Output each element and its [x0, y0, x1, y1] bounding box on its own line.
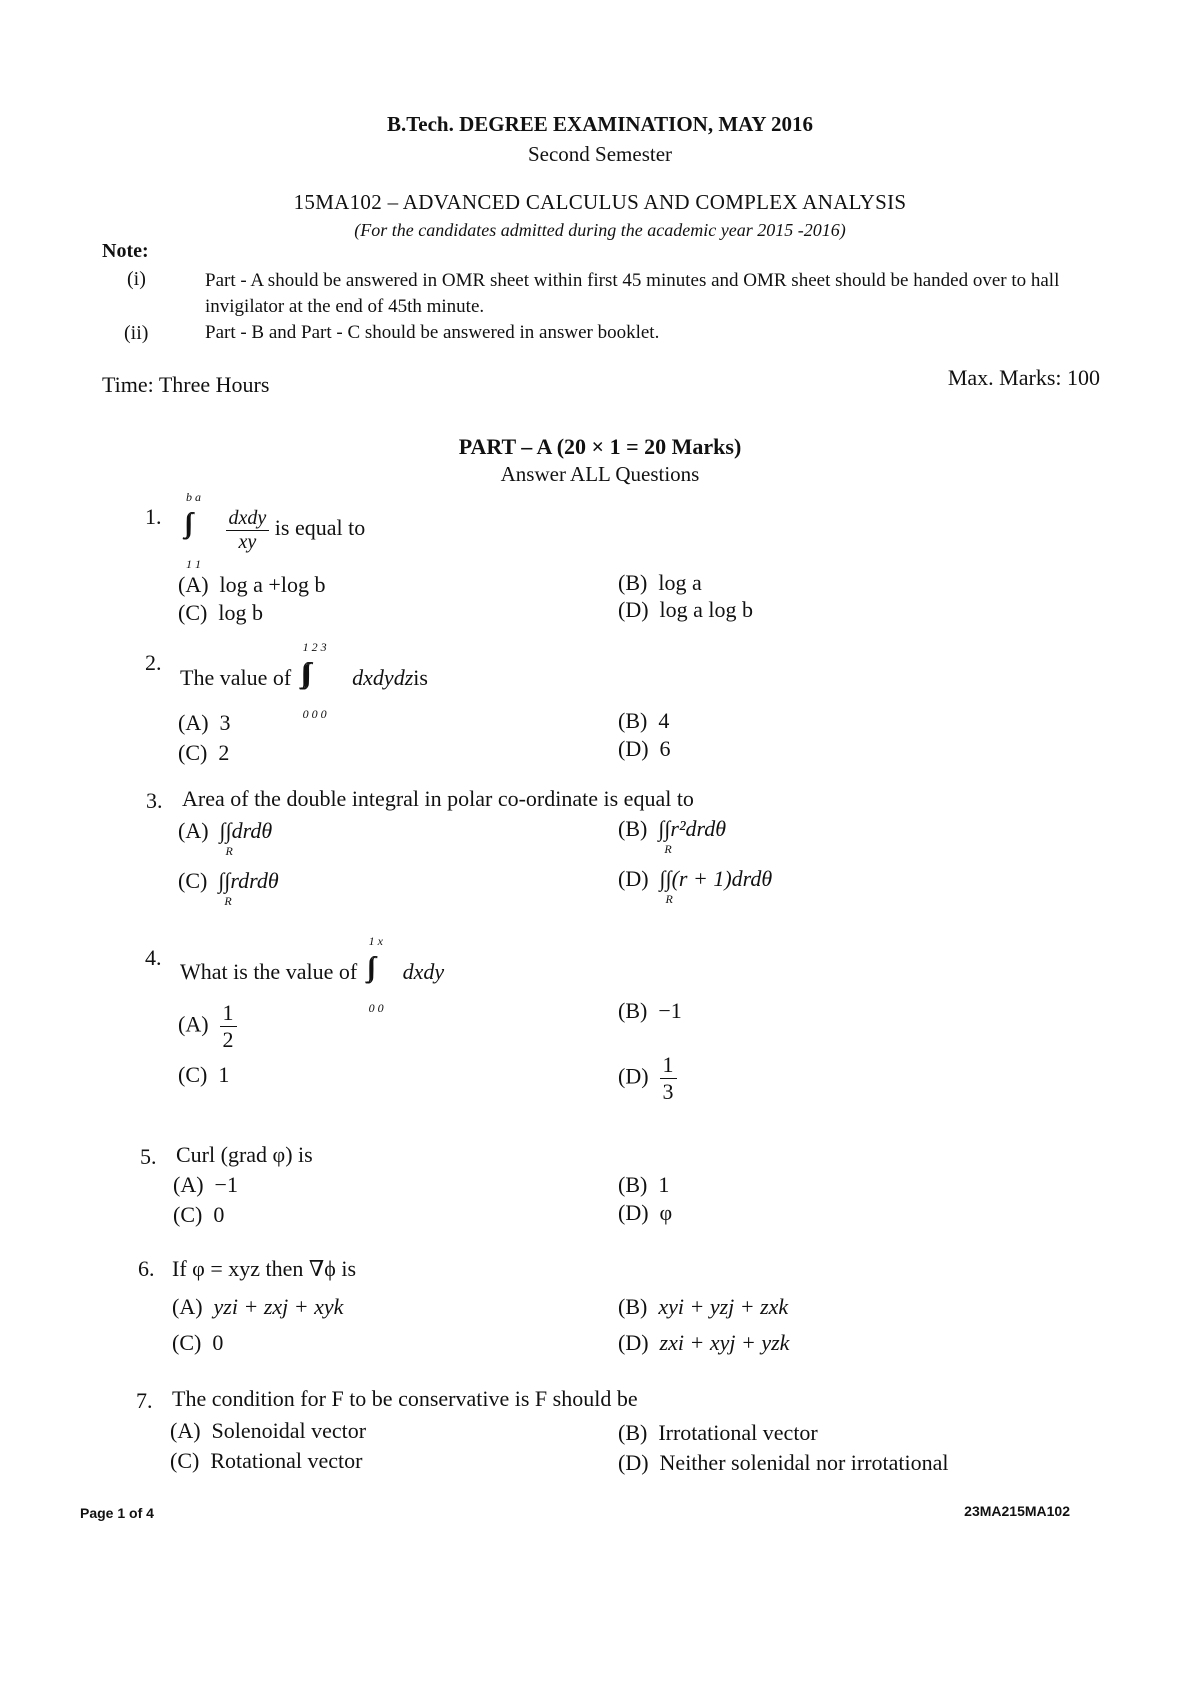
- q3-c-integral: [218, 868, 279, 908]
- option-text: zxi + xyj + yzk: [659, 1330, 790, 1355]
- option-label: (A): [170, 1418, 201, 1443]
- integral-sign: ∫∫: [658, 816, 671, 841]
- region-subscript: R: [665, 892, 673, 906]
- q4-option-c: [178, 1062, 229, 1088]
- question-1-text: is equal to: [274, 515, 366, 541]
- q4-option-a: [178, 1000, 237, 1053]
- option-text: xyi + yzj + zxk: [658, 1294, 789, 1319]
- q3-option-a: [178, 818, 273, 858]
- question-number-1: 1.: [145, 504, 162, 529]
- question-5-text: Curl (grad φ) is: [176, 1142, 313, 1167]
- integral-4: [363, 934, 403, 1015]
- option-text: −1: [658, 998, 682, 1023]
- option-label: (C): [178, 1062, 208, 1087]
- question-7-text: The condition for F to be conservative is F should be: [172, 1386, 638, 1411]
- option-body: (r + 1)drdθ: [671, 866, 773, 891]
- region-subscript: R: [224, 894, 232, 908]
- max-marks: Max. Marks: 100: [947, 365, 1100, 390]
- q7-option-c: [170, 1448, 362, 1474]
- integral-1-numerator: dxdy: [226, 507, 270, 531]
- option-text: log a +log b: [219, 572, 326, 597]
- option-label: (D): [618, 1450, 649, 1475]
- question-2-stem: [180, 640, 428, 721]
- integral-sign: ∫∫: [218, 868, 231, 893]
- fraction-numerator: 1: [220, 1000, 237, 1027]
- integral-4-body: dxdy: [402, 959, 445, 985]
- option-label: (D): [618, 1330, 649, 1355]
- integral-2-upper: 1 2 3: [302, 640, 327, 654]
- option-text: 0: [213, 1202, 225, 1227]
- integral-1-upper: b a: [186, 490, 201, 504]
- option-label: (D): [618, 1063, 649, 1089]
- question-number-5: 5.: [140, 1144, 157, 1169]
- q6-option-a: [172, 1294, 343, 1320]
- q6-option-b: [618, 1294, 788, 1320]
- option-label: (D): [618, 1200, 649, 1225]
- integral-1: [180, 490, 220, 571]
- option-label: (D): [618, 736, 649, 761]
- integral-2: [297, 640, 347, 721]
- option-label: (B): [618, 570, 648, 595]
- note-text-1: [205, 268, 1105, 320]
- option-text: Rotational vector: [210, 1448, 363, 1473]
- option-label: (D): [618, 597, 649, 622]
- note-label: Note:: [102, 240, 149, 262]
- q3-a-integral: [219, 818, 273, 858]
- q1-option-a: [178, 572, 325, 598]
- q7-option-b: [618, 1420, 818, 1446]
- region-subscript: R: [664, 842, 672, 856]
- q3-b-integral: [658, 816, 727, 856]
- question-number-7: 7.: [136, 1388, 153, 1413]
- q6-option-c: [172, 1330, 223, 1356]
- question-number-4: 4.: [145, 945, 162, 970]
- option-text: 4: [658, 708, 670, 733]
- option-text: log a: [658, 570, 702, 595]
- q7-option-d: [618, 1450, 949, 1476]
- exam-title: B.Tech. DEGREE EXAMINATION, MAY 2016: [386, 112, 814, 136]
- q1-option-b: [618, 570, 702, 596]
- question-6-text: If φ = xyz then ∇ϕ is: [172, 1256, 357, 1281]
- q3-option-d: [618, 866, 773, 906]
- option-label: (A): [178, 572, 209, 597]
- option-text: Solenoidal vector: [211, 1418, 367, 1443]
- question-2-prefix: The value of: [180, 665, 292, 691]
- q3-option-b: [618, 816, 727, 856]
- note-text-2: Part - B and Part - C should be answered in answer booklet.: [205, 322, 660, 343]
- fraction-denominator: 3: [662, 1079, 674, 1104]
- integral-4-upper: 1 x: [368, 934, 383, 948]
- option-label: (A): [172, 1294, 203, 1319]
- page-number: Page 1 of 4: [80, 1505, 154, 1521]
- time-label: Time: Three Hours: [102, 372, 270, 397]
- integral-1-lower: 1 1: [186, 557, 201, 571]
- option-text: Neither solenidal nor irrotational: [659, 1450, 949, 1475]
- note-marker-2: (ii): [124, 322, 149, 344]
- option-label: (B): [618, 998, 648, 1023]
- q1-option-d: [618, 597, 753, 623]
- integral-sign: ∫∫: [184, 508, 188, 539]
- option-body: drdθ: [231, 818, 273, 843]
- option-label: (A): [178, 710, 209, 735]
- option-body: rdrdθ: [230, 868, 279, 893]
- question-number-3: 3.: [146, 788, 163, 813]
- option-label: (C): [173, 1202, 203, 1227]
- region-subscript: R: [225, 844, 233, 858]
- option-text: 1: [218, 1062, 230, 1087]
- question-number-2: 2.: [145, 650, 162, 675]
- option-label: (C): [178, 740, 208, 765]
- q6-option-d: [618, 1330, 789, 1356]
- option-text: Irrotational vector: [658, 1420, 818, 1445]
- option-label: (A): [178, 818, 209, 843]
- option-label: (A): [173, 1172, 204, 1197]
- option-fraction: [220, 1000, 237, 1053]
- option-label: (C): [178, 868, 208, 893]
- question-number-6: 6.: [138, 1256, 155, 1281]
- question-4-stem: [180, 934, 445, 1015]
- admitted-note: (For the candidates admitted during the academic year 2015 -2016): [354, 220, 846, 240]
- option-text: −1: [214, 1172, 238, 1197]
- course-title: 15MA102 – ADVANCED CALCULUS AND COMPLEX ANALYSIS: [293, 190, 907, 214]
- option-text: log b: [218, 600, 263, 625]
- q4-option-d: [618, 1052, 677, 1105]
- q2-option-c: [178, 740, 229, 766]
- q3-d-integral: [659, 866, 773, 906]
- question-4-prefix: What is the value of: [180, 959, 358, 985]
- integral-sign: ∫∫: [366, 952, 371, 983]
- q1-option-c: [178, 600, 263, 626]
- option-text: yzi + zxj + xyk: [213, 1294, 344, 1319]
- integral-sign: ∫∫: [219, 818, 232, 843]
- part-a-subtitle: Answer ALL Questions: [500, 462, 700, 486]
- q2-option-d: [618, 736, 671, 762]
- integral-4-lower: 0 0: [368, 1001, 384, 1015]
- note-marker-1: (i): [127, 268, 146, 290]
- integral-2-lower: 0 0 0: [302, 707, 327, 721]
- note-text-1-content: Part - A should be answered in OMR sheet within first 45 minutes and OMR sheet should be handed over to hall invigilator at the end of 45th minute.: [205, 270, 1060, 317]
- fraction-denominator: 2: [222, 1027, 234, 1052]
- option-text: 0: [212, 1330, 224, 1355]
- option-text: 1: [658, 1172, 670, 1197]
- q5-option-a: [173, 1172, 238, 1198]
- q2-option-b: [618, 708, 669, 734]
- option-label: (B): [618, 1172, 648, 1197]
- option-label: (D): [618, 866, 649, 891]
- question-2-suffix: is: [413, 665, 428, 691]
- integral-sign: ∫∫: [659, 866, 672, 891]
- option-label: (C): [172, 1330, 202, 1355]
- integral-1-denominator: xy: [238, 530, 257, 553]
- option-text: 2: [218, 740, 230, 765]
- semester: Second Semester: [527, 142, 673, 166]
- option-label: (B): [618, 1420, 648, 1445]
- q5-option-c: [173, 1202, 224, 1228]
- option-label: (A): [178, 1011, 209, 1037]
- part-a-title: PART – A (20 × 1 = 20 Marks): [458, 434, 742, 459]
- option-text: 6: [659, 736, 671, 761]
- option-label: (B): [618, 708, 648, 733]
- q7-option-a: [170, 1418, 366, 1444]
- fraction-numerator: 1: [660, 1052, 677, 1079]
- q3-option-c: [178, 868, 279, 908]
- q5-option-b: [618, 1172, 669, 1198]
- question-1-stem: [180, 490, 366, 571]
- option-fraction: [660, 1052, 677, 1105]
- option-label: (B): [618, 816, 648, 841]
- q2-option-a: [178, 710, 231, 736]
- question-3-text: Area of the double integral in polar co-ordinate is equal to: [182, 786, 694, 811]
- option-text: 3: [219, 710, 231, 735]
- option-label: (C): [170, 1448, 200, 1473]
- option-label: (C): [178, 600, 208, 625]
- option-text: φ: [659, 1200, 673, 1225]
- option-label: (B): [618, 1294, 648, 1319]
- integral-sign: ∫∫∫: [300, 658, 306, 689]
- option-text: log a log b: [659, 597, 754, 622]
- q5-option-d: [618, 1200, 672, 1226]
- option-body: r²drdθ: [670, 816, 727, 841]
- paper-code: 23MA215MA102: [964, 1503, 1070, 1519]
- integral-1-fraction: [226, 507, 270, 554]
- q4-option-b: [618, 998, 682, 1024]
- integral-2-body: dxdydz: [352, 665, 414, 691]
